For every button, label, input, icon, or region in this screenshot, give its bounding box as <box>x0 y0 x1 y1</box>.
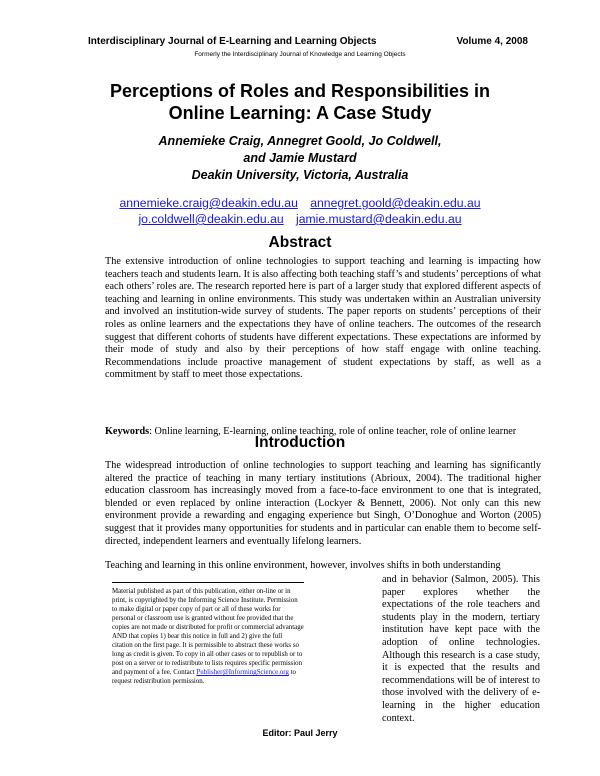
volume-label: Volume 4, 2008 <box>456 36 528 47</box>
copyright-text: Material published as part of this publication, either on-line or in print, is copyrighted by the Informing Science Institute. Permission to make digital or paper copy of part or all of these works for personal or classroom use is granted without fee provided that the copies are not made or distributed for profit or commercial advantage AND that copies 1) bear this notice in full and 2) give the full citation on the first page. It is permissible to abstract these works so long as credit is given. To copy in all other cases or to republish or to post on a server or to redistribute to lists requires specific permission and payment of a fee. Contact <box>112 588 304 676</box>
authors-line-1: Annemieke Craig, Annegret Goold, Jo Coldwell, <box>158 134 442 148</box>
abstract-text: The extensive introduction of online technologies to support teaching and learning is impacting how teachers teach and students learn. It is also affecting both teaching staff’s and students’ perceptions of what each others’ roles are. The research reported here is part of a larger study that explored different aspects of teaching and learning in online environments. This study was undertaken within an Australian university and involved an institution-wide survey of students. The paper reports on students’ perceptions of their roles as online learners and the expectations they have of online teachers. The outcomes of the research suggest that different cohorts of students have different expectations. These expectations are informed by their mode of study and also by their perceptions of how staff engage with online teaching. Recommendations include proactive management of student expectations by staff, as well as a commitment by staff to meet those expectations. <box>105 256 541 381</box>
copyright-tail: to request redistribution permission. <box>112 669 297 685</box>
introduction-heading: Introduction <box>254 434 346 451</box>
publisher-email-link[interactable]: Publisher@InformingScience.org <box>196 669 289 676</box>
title-line-2: Online Learning: A Case Study <box>168 103 432 123</box>
journal-name: Interdisciplinary Journal of E-Learning and Learning Objects <box>88 36 377 47</box>
email-link[interactable]: annegret.goold@deakin.edu.au <box>310 196 481 210</box>
affiliation: Deakin University, Victoria, Australia <box>191 168 409 182</box>
author-block <box>40 133 560 184</box>
running-header <box>88 36 528 47</box>
email-link[interactable]: jamie.mustard@deakin.edu.au <box>296 212 462 226</box>
editor-footer: Editor: Paul Jerry <box>262 728 338 738</box>
paper-title <box>40 80 560 124</box>
email-link[interactable]: jo.coldwell@deakin.edu.au <box>138 212 284 226</box>
introduction-para-2-continued: and in behavior (Salmon, 2005). This paper explores whether the expectations of the role teachers and students play in the modern, tertiary institution have kept pace with the adoption of online technologies. Although this research is a case study, it is expected that the results and recommendations will be of interest to those involved with the delivery of e-learning in the higher education context. <box>382 574 540 724</box>
email-block <box>40 195 560 227</box>
abstract-heading: Abstract <box>268 234 332 251</box>
introduction-para-1: The widespread introduction of online technologies to support teaching and learning has significantly altered the practice of teaching in many tertiary institutions (Abrioux, 2004). The traditional higher education classroom has increasingly moved from a face-to-face environment to one that is integrated, blended or even replaced by online interaction (Lockyer & Bennett, 2006). Not only can this new environment provide a rewarding and engaging experience but Singh, O’Donoghue and Worton (2005) suggest that it provides many opportunities for students and in particular can enable them to become self-directed, independent learners and eventually lifelong learners. <box>105 460 541 547</box>
keywords-text: : Online learning, E-learning, online teaching, role of online teacher, role of online learner <box>149 426 517 437</box>
title-line-1: Perceptions of Roles and Responsibilities in <box>109 81 491 101</box>
email-link[interactable]: annemieke.craig@deakin.edu.au <box>119 196 298 210</box>
introduction-para-2-line-1: Teaching and learning in this online environment, however, involves shifts in both understanding <box>105 560 501 571</box>
copyright-notice <box>112 582 304 686</box>
authors-line-2: and Jamie Mustard <box>243 151 357 165</box>
formerly-note: Formerly the Interdisciplinary Journal of Knowledge and Learning Objects <box>194 51 406 58</box>
keywords-label: Keywords <box>105 426 150 437</box>
